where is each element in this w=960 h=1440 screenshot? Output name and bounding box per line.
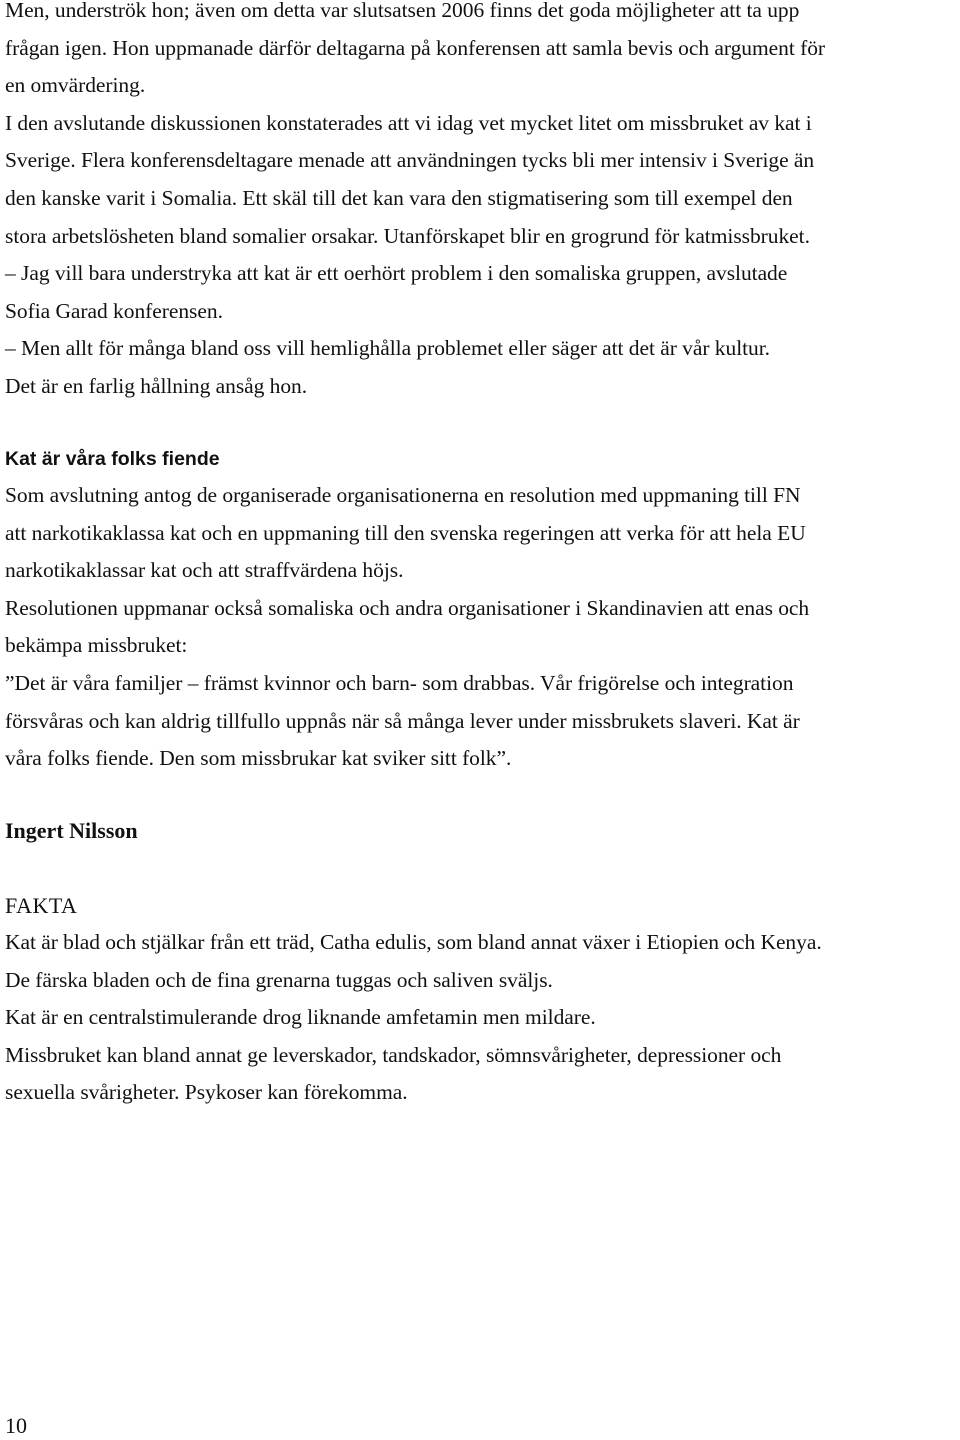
fakta-paragraphs [5, 924, 960, 1112]
resolution-paragraphs [5, 477, 960, 778]
text-line: bekämpa missbruket: [5, 633, 188, 658]
page-number: 10 [5, 1413, 27, 1438]
text-line: Sverige. Flera konferensdeltagare menade att användningen tycks bli mer intensiv i Sverige än [5, 148, 815, 173]
section-heading: Kat är våra folks fiende [5, 448, 220, 470]
text-line: Sofia Garad konferensen. [5, 298, 223, 323]
author-byline: Ingert Nilsson [5, 818, 138, 843]
text-line: De färska bladen och de fina grenarna tuggas och saliven sväljs. [5, 967, 553, 992]
text-line: – Men allt för många bland oss vill hemlighålla problemet eller säger att det är vår kultur. [5, 336, 770, 361]
text-line: sexuella svårigheter. Psykoser kan förekomma. [5, 1080, 408, 1105]
text-line: I den avslutande diskussionen konstaterades att vi idag vet mycket litet om missbruket av kat i [5, 110, 812, 135]
text-line: att narkotikaklassa kat och en uppmaning till den svenska regeringen att verka för att hela EU [5, 520, 806, 545]
text-line: Resolutionen uppmanar också somaliska och andra organisationer i Skandinavien att enas och [5, 595, 810, 620]
text-line: Men, underströk hon; även om detta var slutsatsen 2006 finns det goda möjligheter att ta upp [5, 0, 800, 22]
fakta-heading: FAKTA [5, 893, 78, 918]
text-line: Missbruket kan bland annat ge leverskador, tandskador, sömnsvårigheter, depressioner och [5, 1042, 782, 1067]
text-line: försvåras och kan aldrig tillfullo uppnås när så många lever under missbrukets slaveri. Kat är [5, 708, 800, 733]
text-line: den kanske varit i Somalia. Ett skäl till det kan vara den stigmatisering som till exempel den [5, 185, 793, 210]
text-line: stora arbetslösheten bland somalier orsakar. Utanförskapet blir en grogrund för katmissbruket. [5, 223, 810, 248]
text-line: Det är en farlig hållning ansåg hon. [5, 373, 308, 398]
text-line: – Jag vill bara understryka att kat är ett oerhört problem i den somaliska gruppen, avslutade [5, 261, 788, 286]
text-line: Som avslutning antog de organiserade organisationerna en resolution med uppmaning till FN [5, 483, 801, 507]
text-line: Kat är en centralstimulerande drog liknande amfetamin men mildare. [5, 1005, 596, 1030]
text-line: Kat är blad och stjälkar från ett träd, Catha edulis, som bland annat växer i Etiopien och Kenya. [5, 930, 822, 954]
text-line: ”Det är våra familjer – främst kvinnor och barn- som drabbas. Vår frigörelse och integration [5, 670, 794, 695]
text-line: våra folks fiende. Den som missbrukar kat sviker sitt folk”. [5, 746, 512, 771]
intro-paragraphs [5, 0, 960, 406]
text-line: en omvärdering. [5, 73, 146, 98]
text-line: narkotikaklassar kat och att straffvärdena höjs. [5, 558, 404, 583]
text-line: frågan igen. Hon uppmanade därför deltagarna på konferensen att samla bevis och argument för [5, 35, 826, 60]
